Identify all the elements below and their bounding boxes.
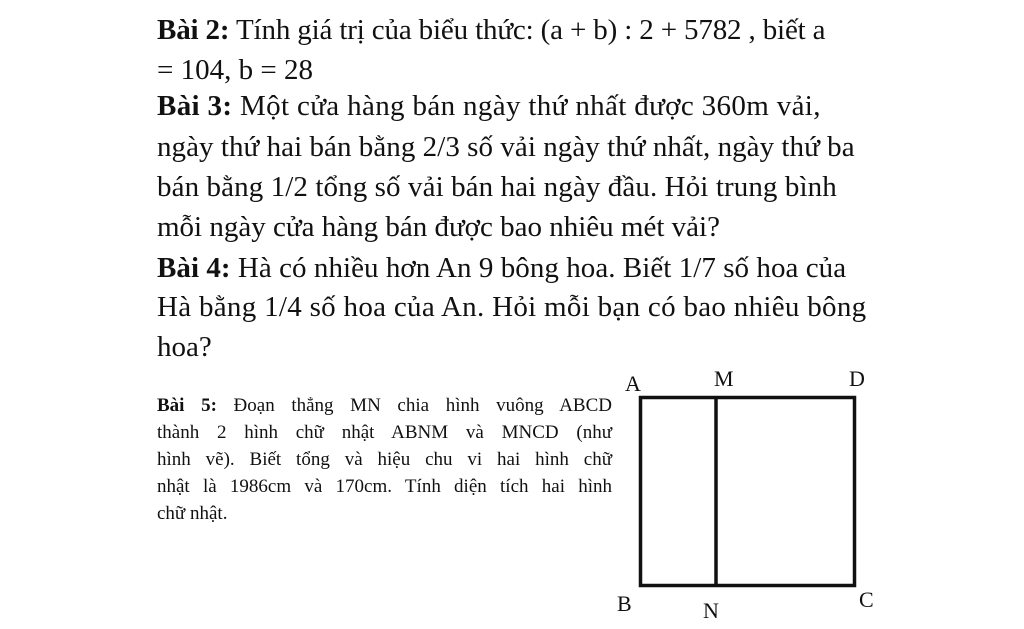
exercise-4-line-2: Hà bằng 1/4 số hoa của An. Hỏi mỗi bạn có bao nhiêu bông (157, 291, 867, 323)
vertex-label-c: C (859, 587, 874, 612)
exercise-2-text-1: Tính giá trị của biểu thức: (a + b) : 2 + 5782 , biết a (229, 14, 826, 46)
exercise-4-line-1 (157, 254, 846, 283)
vertex-label-d: D (849, 366, 865, 391)
exercise-5-text-1: Đoạn thẳng MN chia hình vuông ABCD (216, 395, 612, 416)
exercise-3-title: Bài 3: (157, 90, 233, 122)
exercise-2-line-2: = 104, b = 28 (157, 54, 313, 86)
exercise-3-line-4: mỗi ngày cửa hàng bán được bao nhiêu mét vải? (157, 211, 720, 243)
exercise-4-line-3: hoa? (157, 331, 212, 363)
vertex-label-b: B (617, 591, 632, 616)
exercise-5-line-5: chữ nhật. (157, 503, 228, 524)
square-abcd-figure (605, 360, 895, 629)
exercise-2-title: Bài 2: (157, 14, 230, 46)
exercise-2-line-1 (157, 16, 825, 45)
exercise-3-line-2: ngày thứ hai bán bằng 2/3 số vải ngày thứ nhất, ngày thứ ba (157, 131, 855, 163)
exercise-5-line-1 (157, 392, 612, 419)
exercise-5-title: Bài 5: (157, 395, 217, 416)
vertex-label-n: N (703, 598, 719, 623)
exercise-5-line-3: hình vẽ). Biết tổng và hiệu chu vi hai hình chữ (157, 449, 612, 470)
square-diagram (605, 360, 895, 629)
exercise-4-title: Bài 4: (157, 252, 231, 284)
vertex-label-a: A (625, 371, 641, 396)
exercise-5-line-2: thành 2 hình chữ nhật ABNM và MNCD (như (157, 422, 612, 443)
exercise-4-text-1: Hà có nhiều hơn An 9 bông hoa. Biết 1/7 số hoa của (230, 252, 847, 284)
exercise-3-line-3: bán bằng 1/2 tổng số vải bán hai ngày đầu. Hỏi trung bình (157, 171, 837, 203)
exercise-5-line-4: nhật là 1986cm và 170cm. Tính diện tích hai hình (157, 476, 612, 497)
exercise-3-text-1: Một cửa hàng bán ngày thứ nhất được 360m vải, (232, 90, 821, 122)
square-abcd (641, 398, 855, 586)
exercise-3-line-1 (157, 92, 821, 121)
vertex-label-m: M (714, 366, 734, 391)
exercise-5 (157, 392, 612, 527)
